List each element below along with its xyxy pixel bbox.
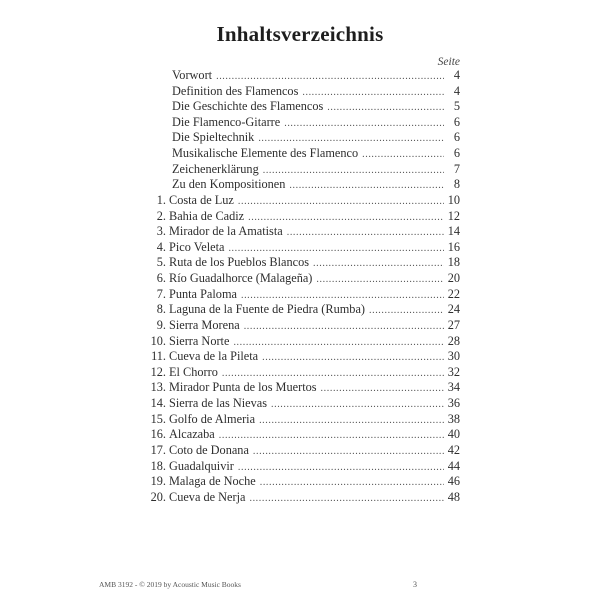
toc-piece-title: Mirador Punta de los Muertos — [169, 380, 317, 395]
toc-piece-page: 24 — [447, 302, 460, 317]
toc-piece-number: 3. — [156, 224, 166, 239]
toc-piece-entry[interactable] — [143, 334, 460, 350]
dot-leader — [248, 210, 444, 226]
toc-piece-number: 13. — [150, 380, 166, 395]
toc-piece-page: 46 — [447, 474, 460, 489]
toc-entry-label: Die Flamenco-Gitarre — [172, 114, 281, 129]
toc-entry-page: 4 — [453, 83, 460, 98]
dot-leader — [216, 69, 444, 85]
toc-piece-number: 7. — [156, 286, 166, 301]
dot-leader — [258, 131, 444, 147]
toc-piece-entry[interactable] — [143, 255, 460, 271]
toc-piece-page: 10 — [447, 192, 460, 207]
toc-piece-title: Punta Paloma — [169, 286, 237, 301]
toc-piece-page: 12 — [447, 208, 460, 223]
toc-piece-page: 27 — [447, 317, 460, 332]
toc-piece-entry[interactable] — [143, 224, 460, 240]
dot-leader — [241, 288, 444, 304]
toc-piece-number: 10. — [150, 333, 166, 348]
toc-piece-entry[interactable] — [143, 349, 460, 365]
toc-piece-entry[interactable] — [143, 490, 460, 506]
toc-piece-entry[interactable] — [143, 302, 460, 318]
toc-piece-entry[interactable] — [143, 396, 460, 412]
toc-piece-number: 11. — [151, 349, 166, 364]
toc-piece-number: 1. — [156, 192, 166, 207]
toc-piece-number: 14. — [150, 396, 166, 411]
toc-piece-title: Cueva de Nerja — [169, 489, 246, 504]
toc-entry-page: 4 — [453, 68, 460, 82]
toc-piece-page: 22 — [447, 286, 460, 301]
toc-piece-number: 5. — [156, 255, 166, 270]
toc-piece-title: Sierra de las Nievas — [169, 396, 267, 411]
dot-leader — [362, 147, 444, 163]
toc-piece-page: 36 — [447, 396, 460, 411]
toc-entry-label: Die Geschichte des Flamencos — [172, 99, 324, 114]
toc-piece-title: Sierra Morena — [169, 317, 240, 332]
toc-piece-title: Costa de Luz — [169, 192, 234, 207]
toc-piece-entry[interactable] — [143, 287, 460, 303]
toc-piece-title: Golfo de Almeria — [169, 411, 256, 426]
dot-leader — [313, 256, 444, 272]
toc-piece-title: El Chorro — [169, 364, 218, 379]
dot-leader — [287, 225, 444, 241]
toc-piece-entry[interactable] — [143, 443, 460, 459]
toc-piece-page: 34 — [447, 380, 460, 395]
dot-leader — [321, 381, 444, 397]
toc-piece-title: Alcazaba — [169, 427, 215, 442]
toc-entry-label: Definition des Flamencos — [172, 83, 299, 98]
dot-leader — [316, 272, 444, 288]
toc-piece-entry[interactable] — [143, 365, 460, 381]
toc-piece-title: Río Guadalhorce (Malageña) — [169, 271, 313, 286]
toc-entry[interactable] — [172, 115, 460, 131]
toc-piece-number: 8. — [156, 302, 166, 317]
dot-leader — [263, 163, 444, 179]
dot-leader — [244, 319, 444, 335]
toc-piece-title: Bahia de Cadiz — [169, 208, 245, 223]
toc-entry[interactable] — [172, 130, 460, 146]
toc-piece-title: Ruta de los Pueblos Blancos — [169, 255, 310, 270]
dot-leader — [260, 475, 444, 491]
toc-piece-entry[interactable] — [143, 193, 460, 209]
dot-leader — [284, 116, 444, 132]
toc-entry[interactable] — [172, 84, 460, 100]
dot-leader — [228, 241, 444, 257]
toc-entry[interactable] — [172, 162, 460, 178]
toc-entry-label: Zu den Kompositionen — [172, 177, 286, 192]
toc-piece-entry[interactable] — [143, 474, 460, 490]
toc-piece-title: Sierra Norte — [169, 333, 230, 348]
dot-leader — [262, 350, 444, 366]
toc-piece-title: Mirador de la Amatista — [169, 224, 283, 239]
toc-piece-title: Malaga de Noche — [169, 474, 256, 489]
dot-leader — [302, 85, 444, 101]
dot-leader — [289, 178, 444, 194]
dot-leader — [219, 428, 444, 444]
toc-piece-page: 38 — [447, 411, 460, 426]
toc-piece-entry[interactable] — [143, 209, 460, 225]
toc-piece-page: 42 — [447, 442, 460, 457]
toc-piece-entry[interactable] — [143, 240, 460, 256]
toc-piece-title: Cueva de la Pileta — [169, 349, 259, 364]
toc-piece-number: 4. — [156, 239, 166, 254]
toc-piece-title: Coto de Donana — [169, 442, 249, 457]
toc-entry-page: 6 — [453, 146, 460, 161]
toc-piece-page: 40 — [447, 427, 460, 442]
toc-piece-title: Laguna de la Fuente de Piedra (Rumba) — [169, 302, 365, 317]
dot-leader — [253, 444, 444, 460]
toc-piece-number: 17. — [150, 442, 166, 457]
toc-piece-number: 19. — [150, 474, 166, 489]
footer-page-number: 3 — [413, 580, 417, 589]
footer-imprint: AMB 3192 - © 2019 by Acoustic Music Books — [99, 580, 241, 589]
toc-piece-page: 30 — [447, 349, 460, 364]
toc-entry-label: Die Spieltechnik — [172, 130, 255, 145]
dot-leader — [249, 491, 444, 507]
toc-entry-page: 6 — [453, 114, 460, 129]
toc-entry-page: 7 — [453, 161, 460, 176]
toc-piece-entry[interactable] — [143, 318, 460, 334]
toc-piece-entry[interactable] — [143, 427, 460, 443]
toc-piece-number: 9. — [156, 317, 166, 332]
toc-piece-number: 15. — [150, 411, 166, 426]
page-column-header: Seite — [437, 56, 460, 68]
toc-piece-entry[interactable] — [143, 459, 460, 475]
toc-entry-label: Zeichenerklärung — [172, 161, 259, 176]
toc-piece-page: 18 — [447, 255, 460, 270]
toc-entry-page: 6 — [453, 130, 460, 145]
toc-piece-entry[interactable] — [143, 380, 460, 396]
toc-piece-page: 28 — [447, 333, 460, 348]
toc-piece-number: 2. — [156, 208, 166, 223]
toc-piece-entry[interactable] — [143, 271, 460, 287]
toc-entry-label: Vorwort — [172, 68, 213, 82]
toc-piece-page: 44 — [447, 458, 460, 473]
toc-piece-page: 20 — [447, 271, 460, 286]
toc-piece-page: 16 — [447, 239, 460, 254]
toc-piece-title: Guadalquivir — [169, 458, 234, 473]
toc-piece-title: Pico Veleta — [169, 239, 225, 254]
dot-leader — [238, 460, 444, 476]
toc-piece-page: 48 — [447, 489, 460, 504]
toc-piece-number: 18. — [150, 458, 166, 473]
toc-piece-page: 14 — [447, 224, 460, 239]
toc-piece-number: 12. — [150, 364, 166, 379]
dot-leader — [369, 303, 444, 319]
dot-leader — [271, 397, 444, 413]
toc-entry-label: Musikalische Elemente des Flamenco — [172, 146, 359, 161]
dot-leader — [259, 413, 444, 429]
toc-entry-page: 8 — [453, 177, 460, 192]
toc-piece-number: 20. — [150, 489, 166, 504]
dot-leader — [327, 100, 444, 116]
toc-piece-number: 6. — [156, 271, 166, 286]
toc-entry[interactable] — [172, 68, 460, 84]
dot-leader — [238, 194, 444, 210]
toc-piece-number: 16. — [150, 427, 166, 442]
toc-piece-page: 32 — [447, 364, 460, 379]
dot-leader — [222, 366, 444, 382]
toc-entry[interactable] — [172, 146, 460, 162]
page-title: Inhaltsverzeichnis — [216, 22, 384, 46]
toc-piece-entry[interactable] — [143, 412, 460, 428]
toc-entry-page: 5 — [453, 99, 460, 114]
toc-entry[interactable] — [172, 177, 460, 193]
dot-leader — [233, 335, 444, 351]
toc-entry[interactable] — [172, 99, 460, 115]
